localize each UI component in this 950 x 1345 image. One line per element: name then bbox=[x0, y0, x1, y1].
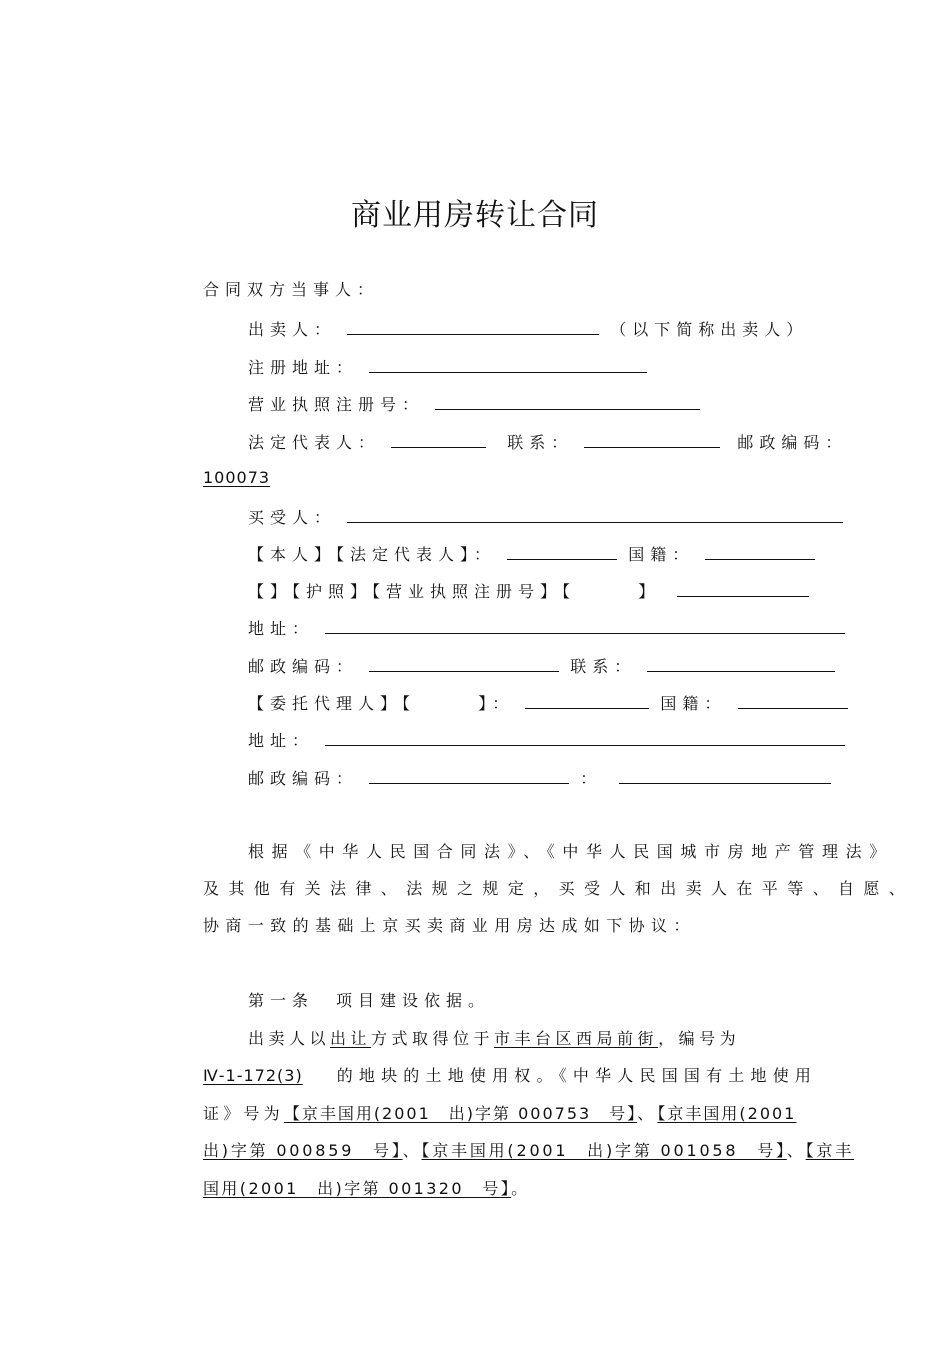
buyer-name-field[interactable] bbox=[347, 506, 843, 523]
seller-row bbox=[248, 318, 808, 340]
seller-license-row bbox=[248, 393, 700, 415]
agent-nationality-field[interactable] bbox=[738, 692, 848, 709]
buyer-postcode-label: 邮政编码： bbox=[248, 657, 359, 676]
seller-contact-field[interactable] bbox=[584, 431, 720, 448]
buyer-row bbox=[248, 506, 843, 528]
article-1-text-c: ，编号为 bbox=[658, 1029, 741, 1048]
land-location: 市丰台区西局前街 bbox=[494, 1029, 659, 1048]
article-1-line-1 bbox=[248, 1029, 740, 1049]
agent-colon: ： bbox=[580, 769, 603, 788]
buyer-address-row bbox=[248, 617, 845, 639]
article-1-heading: 第一条 项目建设依据。 bbox=[248, 991, 491, 1010]
id-number-field[interactable] bbox=[677, 580, 809, 597]
agent-postcode-field[interactable] bbox=[369, 767, 569, 784]
buyer-postcode-field[interactable] bbox=[369, 655, 559, 672]
agent-row bbox=[248, 692, 848, 714]
buyer-postcode-row bbox=[248, 655, 835, 677]
seller-postcode-value: 100073 bbox=[203, 468, 271, 487]
agent-address-field[interactable] bbox=[325, 729, 845, 746]
article-1-text-b: 方式取得位于 bbox=[371, 1029, 495, 1048]
agent-close: 】： bbox=[478, 694, 515, 713]
legal-rep-label: 法定代表人： bbox=[248, 433, 381, 452]
article-1-text-a: 出卖人以 bbox=[248, 1029, 331, 1048]
parties-heading: 合同双方当事人： bbox=[203, 280, 380, 299]
buyer-contact-label: 联系： bbox=[570, 657, 637, 676]
buyer-id-row bbox=[248, 580, 809, 602]
agent-address-label: 地址： bbox=[248, 731, 315, 750]
article-1-text-d: 的地块的土地使用权。《中华人民国国有土地使用 bbox=[336, 1066, 818, 1085]
buyer-address-field[interactable] bbox=[325, 617, 845, 634]
seller-address-row bbox=[248, 356, 647, 378]
agent-postcode-row bbox=[248, 767, 831, 789]
article-1-text-e: 证》号为 bbox=[203, 1104, 284, 1123]
buyer-nationality-field[interactable] bbox=[705, 543, 815, 560]
preamble-line-3: 协商一致的基础上京买卖商业用房达成如下协议： bbox=[203, 916, 696, 935]
seller-suffix: （以下简称出卖人） bbox=[610, 320, 809, 339]
seller-name-field[interactable] bbox=[347, 318, 599, 335]
certificate-3: 【京丰国用(2001 出)字第 001058 号】 bbox=[421, 1141, 787, 1160]
reg-address-label: 注册地址： bbox=[248, 358, 359, 377]
certificate-1: 【京丰国用(2001 出)字第 000753 号】 bbox=[283, 1104, 638, 1123]
legal-rep-field[interactable] bbox=[391, 431, 486, 448]
separator-3: 、 bbox=[786, 1141, 806, 1160]
seller-rep-row bbox=[248, 431, 847, 453]
seller-contact-label: 联系： bbox=[507, 433, 574, 452]
certificate-4-part-1: 【京丰 bbox=[805, 1141, 855, 1160]
preamble-line-2: 及其他有关法律、法规之规定，买受人和出卖人在平等、自愿、 bbox=[203, 879, 915, 898]
certificate-2-part-1: 【京丰国用(2001 bbox=[657, 1104, 797, 1123]
article-1-line-2 bbox=[203, 1066, 817, 1086]
seller-postcode-label: 邮政编码： bbox=[737, 433, 848, 452]
agent-nationality-label: 国籍： bbox=[660, 694, 727, 713]
reg-address-field[interactable] bbox=[369, 356, 647, 373]
license-field[interactable] bbox=[435, 393, 700, 410]
buyer-nationality-label: 国籍： bbox=[628, 545, 695, 564]
acquisition-method: 出让 bbox=[330, 1029, 372, 1048]
certificate-2-part-2: 出)字第 000859 号】 bbox=[203, 1141, 403, 1160]
agent-label: 【委托代理人】【 bbox=[248, 694, 417, 713]
license-label: 营业执照注册号： bbox=[248, 395, 425, 414]
buyer-label: 买受人： bbox=[248, 508, 337, 527]
id-type-label: 【】【护照】【营业执照注册号】【 bbox=[248, 582, 577, 601]
agent-postcode-label: 邮政编码： bbox=[248, 769, 359, 788]
self-rep-label: 【本人】【法定代表人】： bbox=[248, 545, 497, 564]
separator-1: 、 bbox=[637, 1104, 658, 1123]
plot-code: Ⅳ-1-172(3) bbox=[203, 1066, 303, 1085]
preamble-line-1: 根据《中华人民国合同法》、《中华人民国城市房地产管理法》 bbox=[248, 842, 893, 861]
article-1-line-4 bbox=[203, 1141, 854, 1161]
buyer-address-label: 地址： bbox=[248, 619, 315, 638]
agent-contact-field[interactable] bbox=[619, 767, 831, 784]
certificate-4-part-2: 国用(2001 出)字第 001320 号】 bbox=[203, 1179, 512, 1198]
id-type-close: 】 bbox=[638, 582, 661, 601]
article-1-line-5 bbox=[203, 1179, 530, 1199]
agent-address-row bbox=[248, 729, 845, 751]
buyer-rep-row bbox=[248, 543, 815, 565]
document-title: 商业用房转让合同 bbox=[351, 198, 599, 233]
self-rep-field[interactable] bbox=[507, 543, 617, 560]
article-1-end: 。 bbox=[511, 1179, 530, 1198]
buyer-contact-field[interactable] bbox=[647, 655, 835, 672]
seller-postcode-row bbox=[203, 468, 270, 488]
separator-2: 、 bbox=[402, 1141, 422, 1160]
seller-label: 出卖人： bbox=[248, 320, 337, 339]
agent-name-field[interactable] bbox=[525, 692, 649, 709]
article-1-line-3 bbox=[203, 1104, 796, 1124]
